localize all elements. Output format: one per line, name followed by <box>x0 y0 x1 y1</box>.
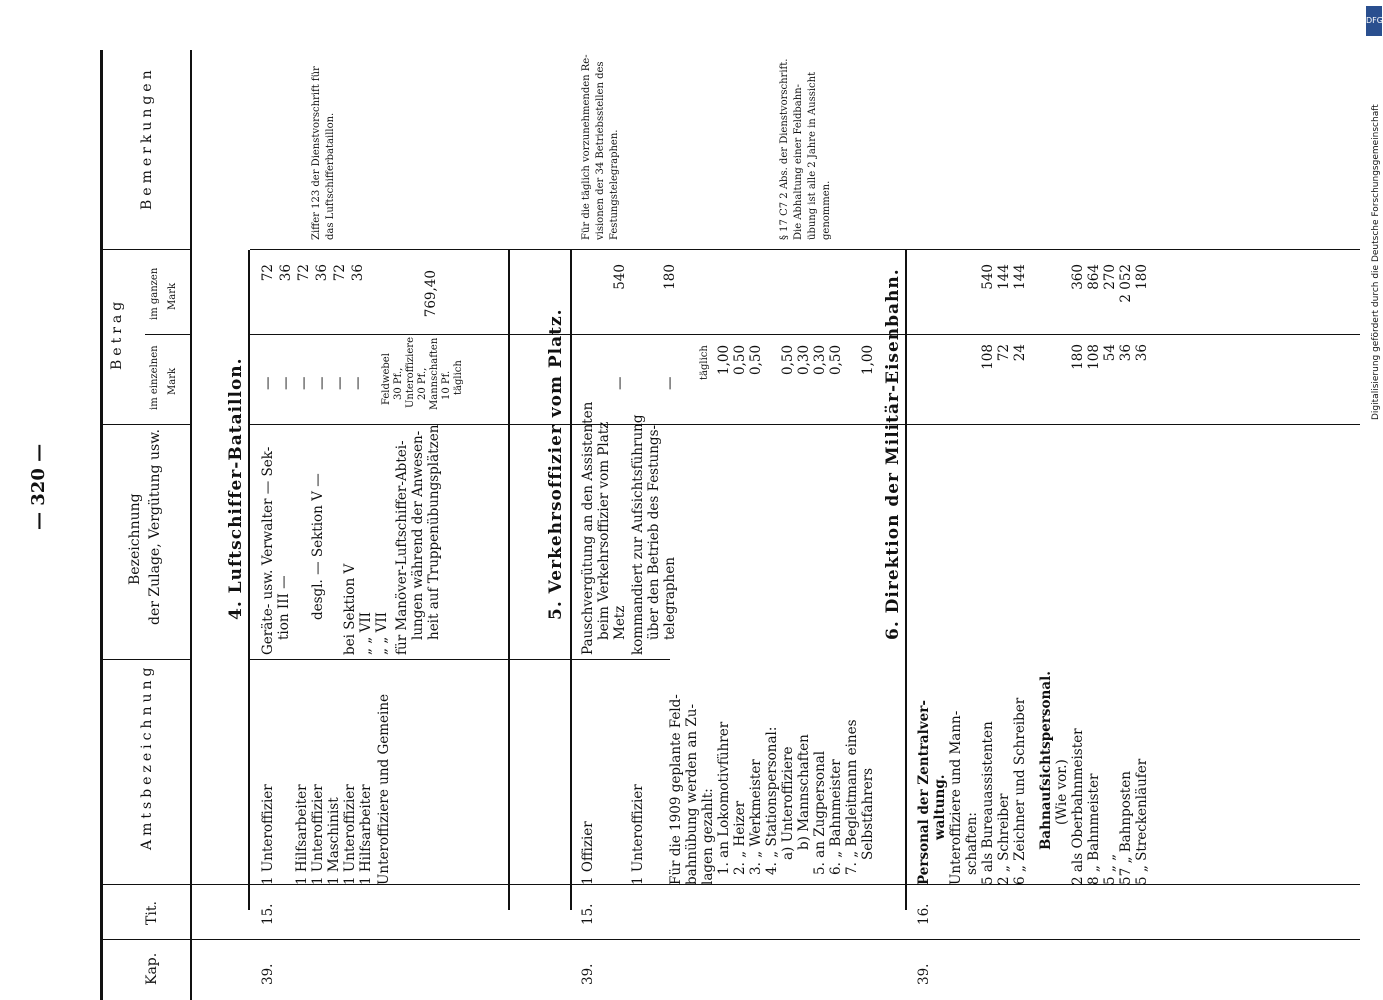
block4-ganzen-2: 36 <box>278 264 294 282</box>
section-6-top-rule <box>905 250 907 910</box>
block6-tit: 16. <box>916 903 932 925</box>
section-4-title: 4. Luftschiffer-Bataillon. <box>226 357 246 620</box>
header-bemerkungen: Bemerkungen <box>139 66 155 210</box>
block4-einzeln-7: Feldwebel <box>381 353 392 405</box>
body-divider-kap <box>190 939 1360 940</box>
block4-bem-2: das Luftschifferbataillon. <box>325 112 336 240</box>
divider-amt <box>100 659 190 660</box>
block5-bem2-3: übung ist alle 2 Jahre in Aussicht <box>807 71 818 240</box>
block4-bez-4: bei Sektion V <box>342 563 358 655</box>
block5-einzeln-9: 0,30 <box>812 344 828 375</box>
block5-ganzen-1: 540 <box>612 264 628 290</box>
section-6-title: 6. Direktion der Militär-Eisenbahn. <box>883 268 903 640</box>
block6-amt-7: 6 „ Zeichner und Schreiber <box>1012 697 1028 885</box>
body-divider-tit <box>190 884 1360 885</box>
block4-einzeln-3: — <box>296 376 312 390</box>
block4-einzeln-13: täglich <box>453 360 464 395</box>
divider-tit <box>100 884 190 885</box>
header-top-rule <box>100 50 103 1000</box>
block5-amt-15: Selbstfahrers <box>860 767 876 860</box>
block5-einzeln-5: 0,50 <box>732 344 748 375</box>
block6-kap: 39. <box>916 963 932 985</box>
block6-amt-11: 8 „ Bahnmeister <box>1086 773 1102 885</box>
block4-einzeln-12: 10 Pf. <box>441 370 452 400</box>
header-amtsbezeichnung: Amtsbezeichnung <box>139 663 155 850</box>
section-4-bottom-rule <box>508 250 510 910</box>
section-4-top-rule <box>248 250 250 910</box>
block6-ganzen-1: 540 <box>980 264 996 290</box>
block5-bem1-1: Für die täglich vorzunehmenden Re- <box>581 54 592 240</box>
block4-amt-2: 1 Hilfsarbeiter <box>294 784 310 885</box>
block6-ganzen-5: 864 <box>1086 264 1102 290</box>
body-divider-einzeln <box>250 334 1360 335</box>
block6-einzeln-3: 24 <box>1012 344 1028 362</box>
block6-amt-9: (Wie vor.) <box>1054 759 1070 825</box>
block5-bem1-3: Festungstelegraphen. <box>609 129 620 240</box>
block4-amt-1: 1 Unteroffizier <box>260 784 276 885</box>
block4-bez-6: „ „ VII <box>374 612 390 655</box>
header-mark-1: Mark <box>167 367 178 395</box>
block6-amt-1: Personal der Zentralver- <box>916 700 932 885</box>
block4-amt-5: 1 Unteroffizier <box>342 784 358 885</box>
block4-ganzen-7: 769,40 <box>423 270 439 318</box>
block6-ganzen-8: 180 <box>1134 264 1150 290</box>
block6-ganzen-7: 2 052 <box>1118 264 1134 303</box>
block6-amt-4: schaften: <box>964 812 980 875</box>
block4-einzeln-4: — <box>314 376 330 390</box>
block5-amt-12: 5. an Zugpersonal <box>812 750 828 875</box>
header-kap: Kap. <box>144 952 160 985</box>
block4-kap: 39. <box>260 963 276 985</box>
header-mark-2: Mark <box>167 282 178 310</box>
block6-einzeln-6: 54 <box>1102 344 1118 362</box>
block5-amt-1: 1 Offizier <box>580 821 596 885</box>
block5-einzeln-11: 1,00 <box>860 344 876 375</box>
block6-ganzen-3: 144 <box>1012 264 1028 290</box>
block5-amt-6: 1. an Lokomotivführer <box>716 721 732 875</box>
block5-amt-3: Für die 1909 geplante Feld- <box>668 694 684 885</box>
block4-ganzen-1: 72 <box>260 264 276 282</box>
header-betrag: Betrag <box>109 297 125 370</box>
block6-amt-14: 5 „ Streckenläufer <box>1134 758 1150 885</box>
divider-einzeln <box>145 334 190 335</box>
block5-einzeln-6: 0,50 <box>748 344 764 375</box>
block5-amt-4: bahnübung werden an Zu- <box>684 703 700 885</box>
block6-amt-10: 2 als Oberbahnmeister <box>1070 728 1086 885</box>
block6-amt-5: 5 als Bureauassistenten <box>980 721 996 885</box>
divider-betrag <box>100 249 190 250</box>
block4-amt-3: 1 Unteroffizier <box>310 784 326 885</box>
block4-tit: 15. <box>260 903 276 925</box>
block5-tit: 15. <box>580 903 596 925</box>
block5-bem2-2: Die Abhaltung einer Feldbahn- <box>793 84 804 240</box>
body-divider-betrag <box>250 249 1360 250</box>
block4-bem-1: Ziffer 123 der Dienstvorschrift für <box>311 66 322 240</box>
block5-einzeln-8: 0,30 <box>796 344 812 375</box>
block5-amt-14: 7. „ Begleitmann eines <box>844 719 860 875</box>
block6-amt-8: Bahnaufsichtspersonal. <box>1038 671 1054 850</box>
block4-einzeln-5: — <box>332 376 348 390</box>
block6-einzeln-2: 72 <box>996 344 1012 362</box>
body-divider-bez <box>250 424 1360 425</box>
block5-ganzen-2: 180 <box>662 264 678 290</box>
block5-einzeln-4: 1,00 <box>716 344 732 375</box>
block6-amt-12: 5 „ „ <box>1102 853 1118 885</box>
block5-amt-5: lagen gezahlt: <box>700 788 716 885</box>
block4-amt-6: 1 Hilfsarbeiter <box>358 784 374 885</box>
block4-amt-4: 1 Maschinist <box>326 797 342 885</box>
block4-einzeln-9: Unteroffiziere <box>405 337 416 408</box>
block5-einzeln-1: — <box>612 376 628 390</box>
header-tit: Tit. <box>144 901 160 925</box>
block5-einzeln-2: — <box>662 376 678 390</box>
block5-bez-5: über den Betrieb des Festungs- <box>646 424 662 640</box>
block6-einzeln-8: 36 <box>1134 344 1150 362</box>
page-number: — 320 — <box>28 443 49 530</box>
block5-bem2-1: § 17 C7 2 Abs. der Dienstvorschrift. <box>779 58 790 240</box>
block4-ganzen-3: 72 <box>296 264 312 282</box>
block5-bez-1: Pauschvergütung an den Assistenten <box>580 401 596 655</box>
block5-einzeln-3: täglich <box>699 345 710 380</box>
block6-einzeln-1: 108 <box>980 344 996 370</box>
block4-einzeln-2: — <box>278 376 294 390</box>
header-einzeln: im einzelnen <box>149 345 160 410</box>
header-bottom-rule <box>190 50 192 1000</box>
block5-bem2-4: genommen. <box>821 180 832 240</box>
block6-amt-6: 2 „ Schreiber <box>996 793 1012 885</box>
header-bezeichnung: Bezeichnung <box>127 493 143 585</box>
block6-ganzen-2: 144 <box>996 264 1012 290</box>
block4-einzeln-1: — <box>260 376 276 390</box>
dfg-logo: DFG <box>1366 6 1382 36</box>
divider-bez <box>100 424 190 425</box>
block5-amt-11: b) Mannschaften <box>796 734 812 850</box>
block4-bez-9: heit auf Truppenübungsplätzen <box>426 424 442 640</box>
block6-einzeln-5: 108 <box>1086 344 1102 370</box>
block6-ganzen-6: 270 <box>1102 264 1118 290</box>
block4-bez-8: lungen während der Anwesen- <box>410 430 426 640</box>
block5-amt-13: 6. „ Bahnmeister <box>828 759 844 875</box>
block5-amt-2: 1 Unteroffizier <box>630 784 646 885</box>
block5-bez-4: kommandiert zur Aufsichtsführung <box>630 414 646 655</box>
block6-einzeln-4: 180 <box>1070 344 1086 370</box>
block4-bez-5: „ „ VII <box>358 612 374 655</box>
block5-bez-2: beim Verkehrsoffizier vom Platz <box>596 421 612 640</box>
block4-bez-3: desgl. — Sektion V — <box>310 473 326 620</box>
block5-amt-7: 2. „ Heizer <box>732 800 748 875</box>
block6-amt-3: Unteroffiziere und Mann- <box>948 710 964 885</box>
block6-einzeln-7: 36 <box>1118 344 1134 362</box>
block4-ganzen-4: 36 <box>314 264 330 282</box>
block5-einzeln-7: 0,50 <box>780 344 796 375</box>
block4-bez-1: Geräte- usw. Verwalter — Sek- <box>260 446 276 655</box>
block5-bem1-2: visionen der 34 Betriebsstellen des <box>595 61 606 240</box>
section-5-top-rule <box>570 250 572 910</box>
block6-ganzen-4: 360 <box>1070 264 1086 290</box>
block5-kap: 39. <box>580 963 596 985</box>
block6-amt-13: 57 „ Bahnposten <box>1118 771 1134 885</box>
block4-bez-7: für Manöver-Luftschiffer-Abtei- <box>394 440 410 655</box>
block4-ganzen-5: 72 <box>332 264 348 282</box>
block5-bez-3: Metz <box>612 605 628 640</box>
digitization-credit: Digitalisierung gefördert durch die Deutsche Forschungsgemeinschaft <box>1371 104 1381 420</box>
block6-amt-2: waltung. <box>932 774 948 840</box>
section-5-title: 5. Verkehrsoffizier vom Platz. <box>546 308 566 620</box>
header-ganzen: im ganzen <box>149 267 160 320</box>
block4-einzeln-11: Mannschaften <box>429 337 440 410</box>
header-bezeichnung-sub: der Zulage, Vergütung usw. <box>147 429 163 625</box>
block5-einzeln-10: 0,50 <box>828 344 844 375</box>
block5-amt-9: 4. „ Stationspersonal: <box>764 726 780 875</box>
body-divider-amt <box>250 659 670 660</box>
block5-amt-8: 3. „ Werkmeister <box>748 759 764 875</box>
block4-einzeln-6: — <box>350 376 366 390</box>
divider-kap <box>100 939 190 940</box>
block4-einzeln-10: 20 Pf., <box>417 367 428 400</box>
block4-ganzen-6: 36 <box>350 264 366 282</box>
block5-amt-10: a) Unteroffiziere <box>780 746 796 860</box>
block4-amt-7: Unteroffiziere und Gemeine <box>376 693 392 885</box>
block4-einzeln-8: 30 Pf., <box>393 367 404 400</box>
block4-bez-2: tion III — <box>276 575 292 640</box>
block5-bez-6: telegraphen <box>662 557 678 640</box>
